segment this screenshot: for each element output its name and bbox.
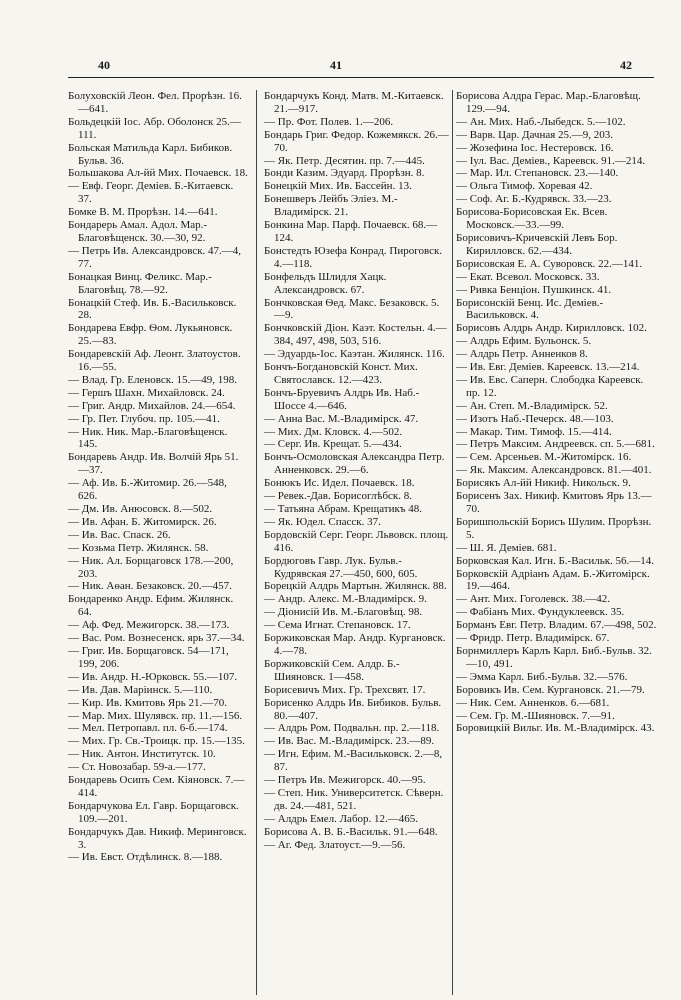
column-divider bbox=[452, 90, 453, 995]
directory-entry: Бомке В. М. Прорѣзн. 14.—641. bbox=[68, 206, 218, 219]
directory-entry: — Ант. Мих. Гоголевск. 38.—42. bbox=[456, 593, 610, 606]
directory-entry: Борецкій Алдрь Мартын. Жилянск. 88. bbox=[264, 580, 447, 593]
directory-entry: — Гр. Пет. Глубоч. пр. 105.—41. bbox=[68, 412, 220, 425]
directory-entry: — Ив. Евг. Деміев. Кареевск. 13.—214. bbox=[456, 361, 640, 374]
directory-entry: — Ив. Евс. Саперн. Слободка Кареевск. пр. 12. bbox=[456, 373, 644, 399]
directory-entry: Бондарчукъ Дав. Никиф. Меринговск. 3. bbox=[68, 825, 247, 851]
directory-entry: — Ив. Дав. Маріинск. 5.—110. bbox=[68, 683, 213, 696]
directory-entry: — Анна Вас. М.-Владимірск. 47. bbox=[264, 412, 419, 425]
directory-entry: — Ник. Сем. Анненков. 6.—681. bbox=[456, 696, 610, 709]
directory-entry: — Ревек.-Дав. Борисоглѣбск. 8. bbox=[264, 490, 413, 503]
directory-entry: — Гершъ Шахн. Михайловск. 24. bbox=[68, 386, 225, 399]
directory-entry: Борисовская Е. А. Суворовск. 22.—141. bbox=[456, 257, 643, 270]
page-number-right: 42 bbox=[620, 58, 632, 72]
directory-entry: — Ан. Степ. М.-Владимірск. 52. bbox=[456, 399, 608, 412]
directory-entry: — Соф. Аг. Б.-Кудрявск. 33.—23. bbox=[456, 193, 612, 206]
column-1 bbox=[68, 90, 248, 995]
directory-entry: — Алдрь Ром. Подвальн. пр. 2.—118. bbox=[264, 722, 440, 735]
directory-entry: — Як. Петр. Десятин. пр. 7.—445. bbox=[264, 154, 425, 167]
directory-entry: Борковская Кал. Игн. Б.-Васильк. 56.—14. bbox=[456, 554, 655, 567]
directory-entry: — Мар. Ил. Степановск. 23.—140. bbox=[456, 167, 619, 180]
directory-entry: — Степ. Ник. Университетск. Сѣверн. дв. 24.—481, 521. bbox=[264, 786, 444, 812]
directory-entry: — Татьяна Абрам. Крещатикъ 48. bbox=[264, 503, 423, 515]
directory-entry: — Фабіанъ Мих. Фундуклеевск. 35. bbox=[456, 606, 625, 619]
directory-entry: Бондарчукъ Конд. Матв. М.-Китаевск. 21.—917. bbox=[264, 90, 444, 115]
directory-entry: Бонешверъ Лейбъ Эліез. М.-Владимірск. 21. bbox=[264, 193, 398, 219]
directory-entry: Бондарчукова Ел. Гавр. Борщаговск. 109.—201. bbox=[68, 799, 239, 825]
directory-entry: — Ольга Тимоф. Хоревая 42. bbox=[456, 180, 593, 193]
directory-entry: Борисонскій Бенц. Ис. Деміев.-Васильковск. 4. bbox=[456, 296, 604, 322]
directory-entry: — Ив. Афан. Б. Житомирск. 26. bbox=[68, 515, 217, 528]
directory-entry: — Ник. Ник. Мар.-Благовѣщенск. 145. bbox=[68, 425, 228, 451]
directory-entry: — Евф. Георг. Деміев. Б.-Китаевск. 37. bbox=[68, 180, 234, 206]
directory-entry: Бондаревскій Аф. Леонт. Златоустов. 16.—55. bbox=[68, 348, 241, 374]
header-rule bbox=[68, 77, 654, 78]
directory-entry: — Аг. Фед. Златоуст.—9.—56. bbox=[264, 838, 406, 851]
directory-entry: Бонстедть Юзефа Конрад. Пироговск. 4.—118. bbox=[264, 244, 443, 270]
directory-entry: — Алдрь Петр. Анненков 8. bbox=[456, 348, 588, 361]
directory-entry: Бончъ-Бруевичъ Алдрь Ив. Наб.-Шоссе 4.—646. bbox=[264, 386, 420, 412]
directory-entry: Бонацкая Винц. Феликс. Мар.-Благовѣщ. 78.—92. bbox=[68, 270, 212, 296]
directory-entry: — Ив. Вас. М.-Владимірск. 23.—89. bbox=[264, 735, 435, 748]
directory-entry: — Сема Игнат. Степановск. 17. bbox=[264, 619, 411, 632]
directory-entry: Бондарь Григ. Федор. Кожемякск. 26.—70. bbox=[264, 128, 449, 154]
directory-entry: — Изотъ Наб.-Печерск. 48.—103. bbox=[456, 412, 614, 425]
directory-entry: — Алдрь Ефим. Бульонск. 5. bbox=[456, 335, 592, 348]
directory-entry: Бонди Казим. Эдуард. Прорѣзн. 8. bbox=[264, 167, 425, 180]
directory-entry: — Екат. Всевол. Московск. 33. bbox=[456, 270, 600, 283]
column-divider bbox=[256, 90, 257, 995]
directory-entry: Бончъ-Богдановскій Конст. Мих. Святославск. 12.—423. bbox=[264, 361, 418, 386]
directory-entry: — Вас. Ром. Вознесенск. ярь 37.—34. bbox=[68, 632, 245, 645]
directory-entry: — Влад. Гр. Еленовск. 15.—49, 198. bbox=[68, 373, 238, 386]
directory-entry: Больдецкій Іос. Абр. Оболонск 25.—111. bbox=[68, 115, 241, 141]
directory-entry: — Ник. Аѳан. Безаковск. 20.—457. bbox=[68, 580, 232, 593]
directory-entry: — Варв. Цар. Дачная 25.—9, 203. bbox=[456, 128, 614, 141]
directory-entry: — Як. Юдел. Спасск. 37. bbox=[264, 515, 381, 528]
directory-entry: — Сем. Гр. М.-Шияновск. 7.—91. bbox=[456, 709, 615, 722]
directory-entry: Борисенко Алдрь Ив. Бибиков. Бульв. 80.—407. bbox=[264, 696, 442, 722]
directory-entry: Бонфельдъ Шлидля Хацк. Александровск. 67. bbox=[264, 270, 387, 296]
directory-entry: — Фридр. Петр. Владимірск. 67. bbox=[456, 632, 610, 645]
directory-entry: Бонкина Мар. Парф. Почаевск. 68.—124. bbox=[264, 219, 438, 244]
directory-entry: Бондарева Евфр. Ѳом. Лукьяновск. 25.—83. bbox=[68, 322, 233, 348]
directory-entry: Борковскій Адріанъ Адам. Б.-Житомірск. 19.—464. bbox=[456, 567, 650, 593]
directory-entry: — Ст. Новозабар. 59-а.—177. bbox=[68, 761, 206, 774]
directory-entry: — Як. Максим. Александровск. 81.—401. bbox=[456, 464, 652, 477]
directory-entry: — Ив. Андр. Н.-Юрковск. 55.—107. bbox=[68, 670, 238, 683]
directory-entry: — Ив. Вас. Спаск. 26. bbox=[68, 528, 171, 541]
directory-entry: — Макар. Тим. Тимоф. 15.—414. bbox=[456, 425, 612, 438]
directory-entry: Бондаревь Осипъ Сем. Кіяновск. 7.—414. bbox=[68, 774, 245, 799]
directory-entry: — Іул. Вас. Деміев., Кареевск. 91.—214. bbox=[456, 154, 646, 167]
directory-entry: Болуховскій Леон. Фел. Прорѣзн. 16.—641. bbox=[68, 90, 242, 115]
directory-entry: — Андр. Алекс. М.-Владимірск. 9. bbox=[264, 593, 427, 606]
directory-entry: Боришпольскій Борисъ Шулим. Прорѣзн. 5. bbox=[456, 515, 652, 541]
directory-entry: Бондаренко Андр. Ефим. Жилянск. 64. bbox=[68, 593, 234, 619]
directory-entry: — Мих. Гр. Св.-Троицк. пр. 15.—135. bbox=[68, 735, 245, 748]
directory-entry: Борисовъ Алдрь Андр. Кирилловск. 102. bbox=[456, 322, 647, 335]
directory-entry: — Ан. Мих. Наб.-Лыбедск. 5.—102. bbox=[456, 115, 626, 128]
directory-entry: — Петрь Ив. Александровск. 47.—4, 77. bbox=[68, 244, 242, 270]
directory-entry: Бончковскій Діон. Каэт. Костельн. 4.—384, 497, 498, 503, 516. bbox=[264, 322, 447, 348]
page-number-left: 40 bbox=[98, 58, 110, 72]
column-3 bbox=[456, 90, 658, 995]
directory-columns bbox=[68, 90, 658, 995]
directory-entry: — Мар. Мих. Шулявск. пр. 11.—156. bbox=[68, 709, 243, 722]
directory-entry: — Аф. Ив. Б.-Житомир. 26.—548, 626. bbox=[68, 477, 227, 503]
directory-entry: Бонацкій Стеф. Ив. Б.-Васильковск. 28. bbox=[68, 296, 237, 322]
directory-entry: Борманъ Евг. Петр. Владим. 67.—498, 502. bbox=[456, 619, 657, 632]
directory-entry: Бонюкъ Ис. Идел. Почаевск. 18. bbox=[264, 477, 415, 490]
directory-entry: — Алдрь Емел. Лабор. 12.—465. bbox=[264, 812, 419, 825]
directory-entry: — Ник. Антон. Институтск. 10. bbox=[68, 748, 216, 761]
directory-entry: — Діонисій Ив. М.-Благовѣщ. 98. bbox=[264, 606, 423, 619]
directory-entry: Бонецкій Мих. Ив. Бассейн. 13. bbox=[264, 180, 412, 193]
page-header bbox=[0, 0, 681, 80]
directory-entry: Борнмиллеръ Карлъ Карл. Биб.-Бульв. 32.—10, 491. bbox=[456, 644, 652, 670]
directory-entry: — Сем. Арсеньев. М.-Житомірск. 16. bbox=[456, 451, 632, 464]
directory-entry: — Серг. Ив. Крещат. 5.—434. bbox=[264, 438, 402, 451]
directory-entry: — Ив. Евст. Отдѣлинск. 8.—188. bbox=[68, 851, 223, 864]
directory-entry: — Дм. Ив. Анюсовск. 8.—502. bbox=[68, 503, 213, 515]
directory-entry: — Петръ Максим. Андреевск. сп. 5.—681. bbox=[456, 438, 655, 451]
directory-entry: Боржиковскій Сем. Алдр. Б.-Шияновск. 1—458. bbox=[264, 657, 400, 683]
directory-entry: — Игн. Ефим. М.-Васильковск. 2.—8, 87. bbox=[264, 748, 443, 774]
page-number-center: 41 bbox=[330, 58, 342, 72]
directory-entry: Боровицкій Вильг. Ив. М.-Владимірск. 43. bbox=[456, 722, 655, 735]
directory-entry: Боржиковская Мар. Андр. Кургановск. 4.—78. bbox=[264, 632, 446, 657]
directory-entry: Борисякъ Ал-йй Никиф. Никольск. 9. bbox=[456, 477, 631, 490]
directory-entry: Борисевичъ Мих. Гр. Трехсвят. 17. bbox=[264, 683, 426, 696]
directory-entry: — Мел. Петропавл. пл. 6-б.—174. bbox=[68, 722, 228, 735]
directory-entry: — Ривка Бенціон. Пушкинск. 41. bbox=[456, 283, 612, 296]
directory-entry: Бондаревь Андр. Ив. Волчій Ярь 51.—37. bbox=[68, 451, 239, 477]
directory-entry: Борисова А. В. Б.-Васильк. 91.—648. bbox=[264, 825, 438, 838]
directory-entry: Борисова-Борисовская Ек. Всев. Московск.—33.—99. bbox=[456, 206, 608, 232]
directory-entry: Борисовичъ-Кричевскій Левъ Бор. Кирилловск. 62.—434. bbox=[456, 231, 618, 257]
directory-entry: Большакова Ал-йй Мих. Почаевск. 18. bbox=[68, 167, 248, 180]
directory-entry: — Эдуардь-Іос. Каэтан. Жилянск. 116. bbox=[264, 348, 445, 361]
directory-entry: Бончъ-Осмоловская Александра Петр. Анненковск. 29.—6. bbox=[264, 451, 445, 477]
directory-entry: — Григ. Андр. Михайлов. 24.—654. bbox=[68, 399, 236, 412]
directory-entry: Больская Матильда Карл. Бибиков. Бульв. 36. bbox=[68, 141, 233, 167]
directory-entry: Борисова Алдра Герас. Мар.-Благовѣщ. 129.—94. bbox=[456, 90, 641, 115]
directory-entry: — Ник. Ал. Борщаговск 178.—200, 203. bbox=[68, 554, 234, 580]
directory-entry: — Кир. Ив. Кмитовь Ярь 21.—70. bbox=[68, 696, 228, 709]
column-2 bbox=[264, 90, 450, 995]
directory-entry: — Козьма Петр. Жилянск. 58. bbox=[68, 541, 209, 554]
directory-entry: — Петръ Ив. Межигорск. 40.—95. bbox=[264, 774, 426, 787]
directory-entry: — Григ. Ив. Борщаговск. 54—171, 199, 206. bbox=[68, 644, 229, 670]
directory-entry: Бончковская Ѳед. Макс. Безаковск. 5.—9. bbox=[264, 296, 440, 322]
directory-entry: Бордовскій Серг. Георг. Львовск. площ. 416. bbox=[264, 528, 449, 554]
directory-entry: Бондарерь Амал. Адол. Мар.-Благовѣщенск. 30.—30, 92. bbox=[68, 219, 208, 244]
directory-entry: — Мих. Дм. Кловск. 4.—502. bbox=[264, 425, 403, 438]
directory-entry: — Ш. Я. Деміев. 681. bbox=[456, 541, 557, 554]
directory-entry: — Пр. Фот. Полев. 1.—206. bbox=[264, 115, 394, 128]
directory-entry: — Аф. Фед. Межигорск. 38.—173. bbox=[68, 619, 230, 632]
directory-entry: Бордюговъ Гавр. Лук. Бульв.-Кудрявская 27.—450, 600, 605. bbox=[264, 554, 418, 580]
directory-entry: Борисенъ Зах. Никиф. Кмитовъ Ярь 13.—70. bbox=[456, 490, 652, 515]
directory-entry: — Эмма Карл. Биб.-Бульв. 32.—576. bbox=[456, 670, 628, 683]
directory-entry: — Жозефина Іос. Нестеровск. 16. bbox=[456, 141, 614, 154]
directory-entry: Боровикъ Ив. Сем. Кургановск. 21.—79. bbox=[456, 683, 645, 696]
